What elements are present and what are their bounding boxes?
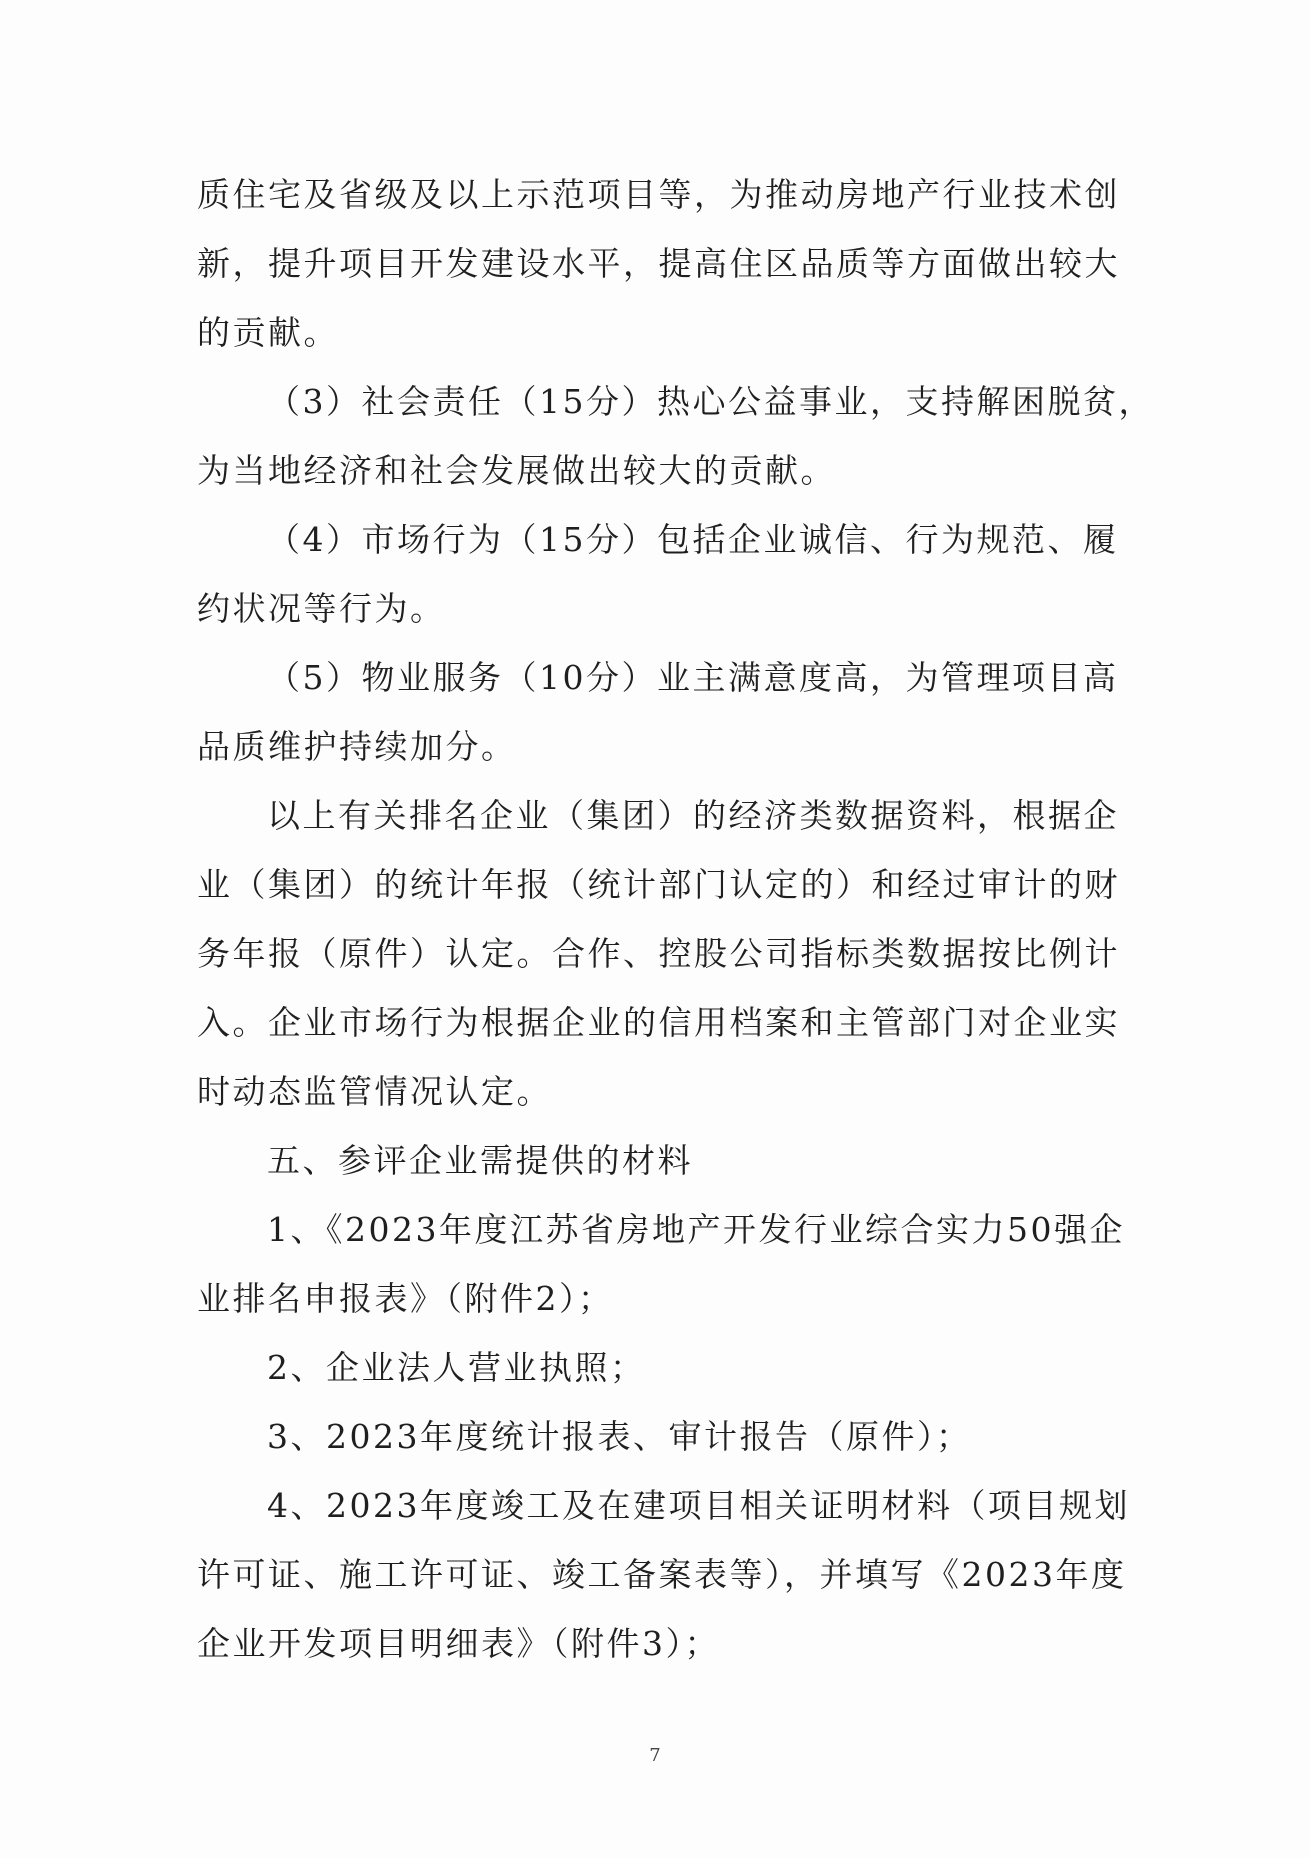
text-line: 入。企业市场行为根据企业的信用档案和主管部门对企业实: [197, 1003, 1120, 1042]
text-line: 的贡献。: [197, 313, 339, 352]
text-line: 约状况等行为。: [197, 589, 446, 628]
list-item: 3、2023年度统计报表、审计报告（原件）；: [267, 1417, 972, 1456]
text-line: 业（集团）的统计年报（统计部门认定的）和经过审计的财: [197, 865, 1120, 904]
document-body: [197, 160, 1154, 1678]
text-line: 为当地经济和社会发展做出较大的贡献。: [197, 451, 836, 490]
page-number: 7: [649, 1745, 661, 1766]
text-line: 时动态监管情况认定。: [197, 1072, 552, 1111]
text-line: 业排名申报表》（附件2）；: [197, 1279, 614, 1318]
list-item: 2、企业法人营业执照；: [267, 1348, 646, 1387]
text-line: 品质维护持续加分。: [197, 727, 517, 766]
text-line: 质住宅及省级及以上示范项目等，为推动房地产行业技术创: [197, 175, 1120, 214]
list-item: 1、《2023年度江苏省房地产开发行业综合实力50强企: [267, 1210, 1125, 1249]
text-line: （3）社会责任（15分）热心公益事业，支持解困脱贫，: [267, 382, 1154, 421]
text-line: 新，提升项目开发建设水平，提高住区品质等方面做出较大: [197, 244, 1120, 283]
list-item: 4、2023年度竣工及在建项目相关证明材料（项目规划: [267, 1486, 1130, 1525]
text-line: （4）市场行为（15分）包括企业诚信、行为规范、履: [267, 520, 1119, 559]
text-line: 以上有关排名企业（集团）的经济类数据资料，根据企: [267, 796, 1119, 835]
text-line: （5）物业服务（10分）业主满意度高，为管理项目高: [267, 658, 1119, 697]
text-line: 许可证、施工许可证、竣工备案表等），并填写《2023年度: [197, 1555, 1127, 1594]
text-line: 务年报（原件）认定。合作、控股公司指标类数据按比例计: [197, 934, 1120, 973]
text-line: 企业开发项目明细表》（附件3）；: [197, 1624, 720, 1663]
section-heading: 五、参评企业需提供的材料: [267, 1141, 693, 1180]
